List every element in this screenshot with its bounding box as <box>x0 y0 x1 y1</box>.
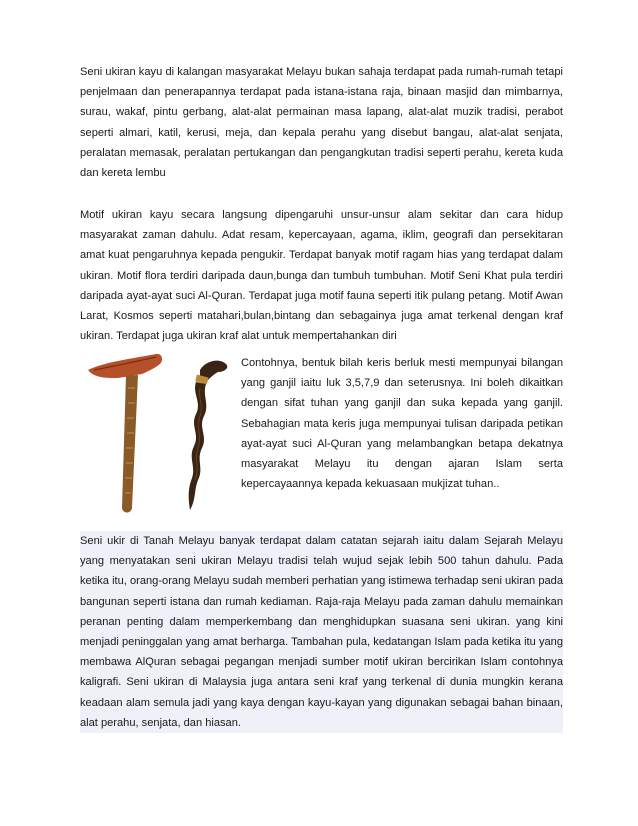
paragraph-motif-ukiran: Motif ukiran kayu secara langsung dipengaruhi unsur-unsur alam sekitar dan cara hidup masyarakat zaman dahulu. Adat resam, kepercayaan, agama, iklim, geografi dan persekitaran amat kuat pengaruhnya kepada pengukir. Terdapat banyak motif ragam hias yang terdapat dalam ukiran. Motif flora terdiri daripada daun,bunga dan tumbuh tumbuhan. Motif Seni Khat pula terdiri daripada ayat-ayat suci Al-Quran. Terdapat juga motif fauna seperti itik pulang petang. Motif Awan Larat, Kosmos seperti matahari,bulan,bintang dan sebagainya juga amat terkenal dengan kraf ukiran. Terdapat juga ukiran kraf alat untuk mempertahankan diri <box>80 209 563 343</box>
keris-blade <box>189 382 207 510</box>
keris-sheath-top <box>88 354 162 378</box>
paragraph-keris-example: Contohnya, bentuk bilah keris berluk mesti mempunyai bilangan yang ganjil iaitu luk 3,5,7,9 dan seterusnya. Ini boleh dikaitkan dengan sifat tuhan yang ganjil dan suka kepada yang ganjil. Sebahagian mata keris juga mempunyai tulisan daripada petikan ayat-ayat suci Al-Quran yang melambangkan betapa dekatnya masyarakat Melayu itu dengan ajaran Islam serta kepercayaannya kepada kekuasaan mukjizat tuhan.. <box>241 357 563 491</box>
paragraph-sejarah-ukiran: Seni ukir di Tanah Melayu banyak terdapat dalam catatan sejarah iaitu dalam Sejarah Melayu yang menyatakan seni ukiran Melayu tradisi telah wujud sejak lebih 500 tahun dahulu. Pada ketika itu, orang-orang Melayu sudah memberi perhatian yang istimewa terhadap seni ukiran pada bangunan seperti istana dan rumah kediaman. Raja-raja Melayu pada zaman dahulu memainkan peranan penting dalam memperkembang dan menghidupkan suasana seni ukiran. yang kini menjadi peninggalan yang amat berharga. Tambahan pula, kedatangan Islam pada ketika itu yang membawa AlQuran sebagai pegangan menjadi sumber motif ukiran bercirikan Islam contohnya kaligrafi. Seni ukiran di Malaysia juga antara seni kraf yang terkenal di dunia mungkin kerana keadaan alam semula jadi yang kaya dengan kayu-kayan yang digunakan sebagai bahan binaan, alat perahu, senjata, dan hiasan. <box>80 531 563 733</box>
keris-illustration <box>84 348 236 516</box>
keris-sheath-body <box>122 375 138 513</box>
paragraph-ukiran-kayu: Seni ukiran kayu di kalangan masyarakat Melayu bukan sahaja terdapat pada rumah-rumah tetapi penjelmaan dan penerapannya terdapat pada istana-istana raja, binaan masjid dan mimbarnya, surau, wakaf, pintu gerbang, alat-alat permainan masa lapang, alat-alat muzik tradisi, perabot seperti almari, katil, kerusi, meja, dan kepala perahu yang disebut bangau, alat-alat senjata, peralatan memasak, peralatan pertukangan dan pengangkutan tradisi seperti perahu, kereta kuda dan kereta lembu <box>80 66 563 180</box>
keris-image <box>84 348 236 516</box>
